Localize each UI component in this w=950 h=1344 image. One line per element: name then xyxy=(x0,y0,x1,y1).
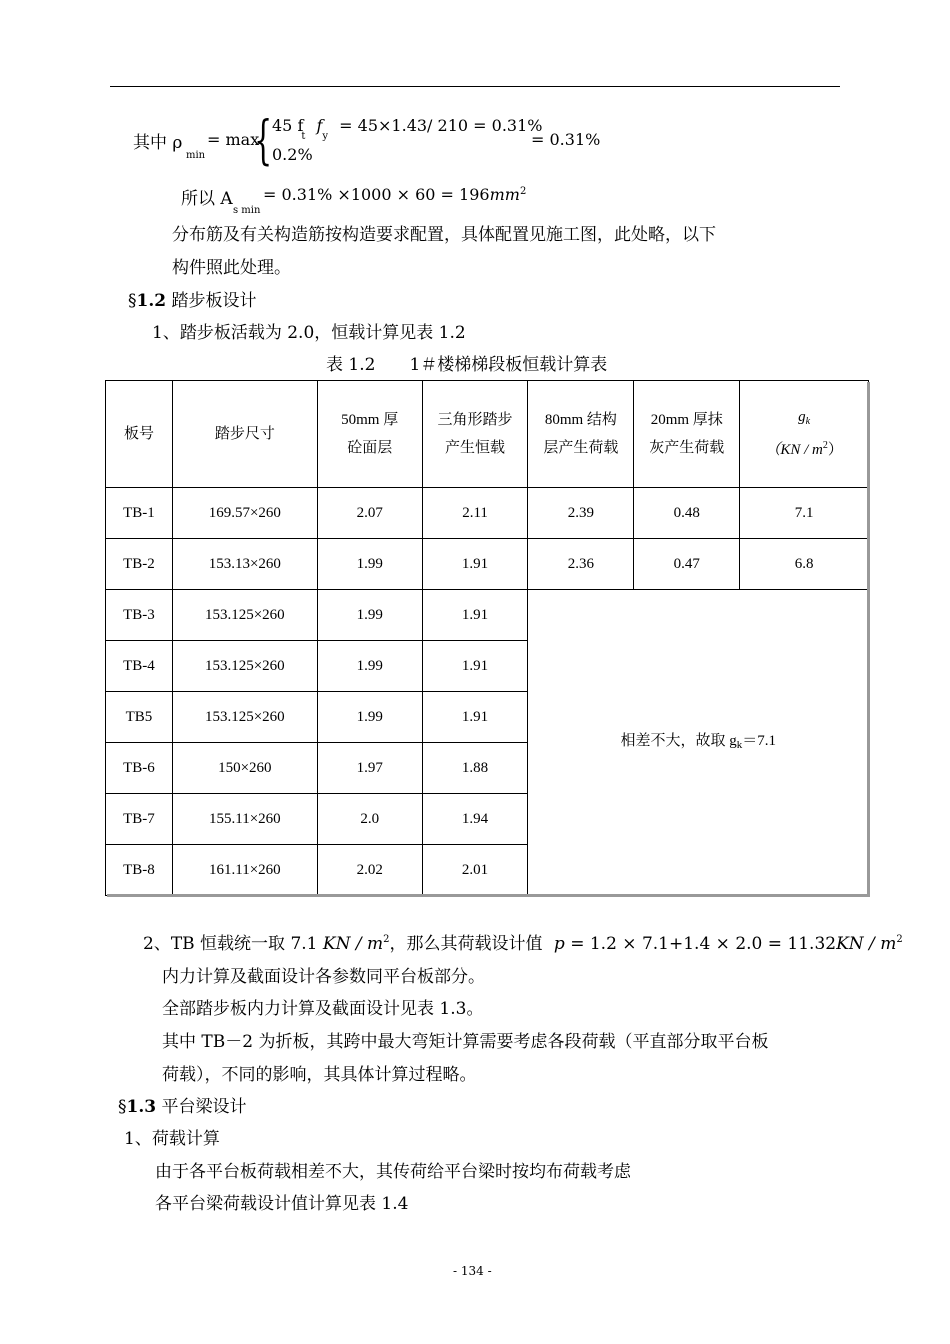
cell: 155.11×260 xyxy=(172,794,317,845)
item-3: 1、荷载计算 xyxy=(124,1129,220,1149)
cell: TB-4 xyxy=(106,641,173,692)
cell: 1.91 xyxy=(422,641,528,692)
formula-max: = max xyxy=(207,130,260,149)
section-number: 1.3 xyxy=(126,1097,157,1117)
merged-note-cell xyxy=(528,590,869,896)
cell: TB-6 xyxy=(106,743,173,794)
header-rule xyxy=(110,86,840,87)
cell: 2.39 xyxy=(528,488,634,539)
th-gk-exp: 2 xyxy=(822,439,828,451)
formula-result: = 0.31% xyxy=(531,130,601,149)
para-3: 全部踏步板内力计算及截面设计见表 1.3。 xyxy=(162,999,484,1019)
table-row xyxy=(106,539,869,590)
item-2 xyxy=(143,929,903,954)
table-shadow-bottom xyxy=(107,894,870,897)
cell: 7.1 xyxy=(740,488,869,539)
section-title: 平台梁设计 xyxy=(161,1097,247,1117)
cell: TB-3 xyxy=(106,590,173,641)
cell: TB-1 xyxy=(106,488,173,539)
th-20mm-b: 灰产生荷载 xyxy=(649,440,725,456)
table-row xyxy=(106,488,869,539)
cell: 153.13×260 xyxy=(172,539,317,590)
section-1-3-heading xyxy=(118,1092,246,1117)
item2-unit1: KN / m xyxy=(322,934,384,954)
th-20mm-a: 20mm 厚抹 xyxy=(650,412,723,428)
para-6: 各平台梁荷载设计值计算见表 1.4 xyxy=(155,1194,409,1214)
section-symbol: § xyxy=(128,291,137,311)
th-step-size: 踏步尺寸 xyxy=(172,381,317,488)
cell: 2.36 xyxy=(528,539,634,590)
table-caption: 表 1.2 1＃楼梯梯段板恒载计算表 xyxy=(326,355,608,375)
th-gk-g: g xyxy=(798,408,806,425)
cell: TB-8 xyxy=(106,845,173,896)
th-80mm-b: 层产生荷载 xyxy=(543,440,619,456)
cell: 0.48 xyxy=(634,488,740,539)
formula-45ft: 45 f xyxy=(272,116,304,135)
section-symbol: § xyxy=(118,1097,127,1117)
cell: 1.99 xyxy=(317,590,422,641)
para-4-line1: 其中 TB－2 为折板，其跨中最大弯矩计算需要考虑各段荷载（平直部分取平台板 xyxy=(162,1032,769,1052)
cell: 1.91 xyxy=(422,539,528,590)
item2-expr: = 1.2 × 7.1+1.4 × 2.0 = 11.32 xyxy=(570,934,837,954)
cell: 1.99 xyxy=(317,692,422,743)
section-1-2-heading xyxy=(128,286,256,311)
section-number: 1.2 xyxy=(136,291,167,311)
item2-exp2: 2 xyxy=(896,934,903,945)
cell: TB-7 xyxy=(106,794,173,845)
cell: 2.01 xyxy=(422,845,528,896)
cell: 2.02 xyxy=(317,845,422,896)
para-4-line2: 荷载），不同的影响，其具体计算过程略。 xyxy=(162,1065,477,1085)
table-row xyxy=(106,590,869,641)
cell: 0.47 xyxy=(634,539,740,590)
formula-calc: = 45×1.43/ 210 = 0.31% xyxy=(339,116,543,135)
formula2-sub: s min xyxy=(233,205,261,216)
formula2-unit: mm xyxy=(489,185,520,204)
cell: 169.57×260 xyxy=(172,488,317,539)
formula2-expr xyxy=(263,185,526,204)
cell: 1.99 xyxy=(317,641,422,692)
cell: 2.07 xyxy=(317,488,422,539)
formula-line1 xyxy=(272,116,543,142)
item2-text2: ，那么其荷载设计值 xyxy=(389,934,543,954)
th-20mm xyxy=(634,381,740,488)
cell: 153.125×260 xyxy=(172,590,317,641)
table-header-row xyxy=(106,381,869,488)
cell: 161.11×260 xyxy=(172,845,317,896)
para1-line1: 分布筋及有关构造筋按构造要求配置，具体配置见施工图，此处略，以下 xyxy=(172,225,716,245)
formula2-label: 所以 A xyxy=(181,189,233,209)
th-50mm-b: 砼面层 xyxy=(347,440,393,456)
cell: 153.125×260 xyxy=(172,692,317,743)
formula-t-sub: t xyxy=(301,131,306,142)
cell: 1.88 xyxy=(422,743,528,794)
cell: 6.8 xyxy=(740,539,869,590)
item2-p: p xyxy=(553,934,565,954)
th-board-no: 板号 xyxy=(106,381,173,488)
th-50mm xyxy=(317,381,422,488)
cell: 1.99 xyxy=(317,539,422,590)
th-50mm-a: 50mm 厚 xyxy=(341,412,399,428)
th-triangle-a: 三角形踏步 xyxy=(437,412,513,428)
section-title: 踏步板设计 xyxy=(171,291,257,311)
th-80mm-a: 80mm 结构 xyxy=(544,412,617,428)
formula-rho-sub: min xyxy=(186,150,206,161)
para-2: 内力计算及截面设计各参数同平台板部分。 xyxy=(162,967,485,987)
cell: TB5 xyxy=(106,692,173,743)
formula2-calc: = 0.31% ×1000 × 60 = 196 xyxy=(263,185,490,204)
merged-note-text: 相差不大，故取 g xyxy=(620,732,737,749)
formula-brace: { xyxy=(254,111,273,171)
th-triangle-b: 产生恒载 xyxy=(445,440,506,456)
formula2-exp: 2 xyxy=(519,186,527,197)
merged-note-value: ＝7.1 xyxy=(742,732,776,749)
load-table xyxy=(105,380,869,896)
formula-rho-prefix: 其中 ρ xyxy=(133,133,183,153)
para-5: 由于各平台板荷载相差不大，其传荷给平台梁时按均布荷载考虑 xyxy=(155,1162,631,1182)
item2-text: 2、TB 恒载统一取 7.1 xyxy=(143,934,323,954)
page-number: - 134 - xyxy=(453,1264,492,1278)
cell: 1.91 xyxy=(422,590,528,641)
formula-y-sub: y xyxy=(322,131,329,142)
formula-line2: 0.2% xyxy=(272,145,313,164)
th-triangle xyxy=(422,381,528,488)
cell: 1.91 xyxy=(422,692,528,743)
formula2-prefix xyxy=(181,184,233,209)
th-gk-unit: （KN / m xyxy=(765,441,823,458)
item2-exp1: 2 xyxy=(383,934,390,945)
cell: 153.125×260 xyxy=(172,641,317,692)
th-gk-sub: k xyxy=(805,415,811,427)
item2-unit2: KN / m xyxy=(836,934,897,954)
cell: 1.97 xyxy=(317,743,422,794)
table-shadow-right xyxy=(867,382,870,896)
merged-note-sub: k xyxy=(736,738,743,751)
cell: 150×260 xyxy=(172,743,317,794)
th-gk-close: ） xyxy=(827,441,843,458)
para1-line2: 构件照此处理。 xyxy=(172,258,291,278)
cell: TB-2 xyxy=(106,539,173,590)
cell: 2.0 xyxy=(317,794,422,845)
th-gk xyxy=(740,381,869,488)
th-80mm xyxy=(528,381,634,488)
item-1: 1、踏步板活载为 2.0，恒载计算见表 1.2 xyxy=(152,323,466,343)
cell: 1.94 xyxy=(422,794,528,845)
formula-fy: f xyxy=(316,116,323,135)
cell: 2.11 xyxy=(422,488,528,539)
